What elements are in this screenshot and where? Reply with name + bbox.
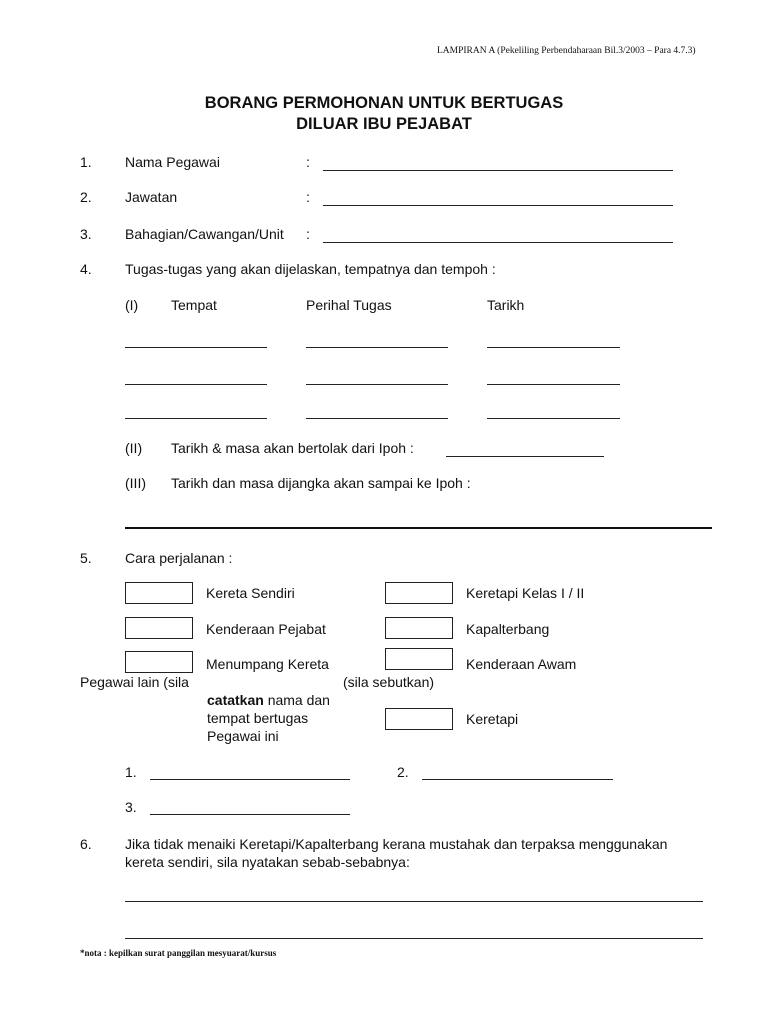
checkbox-kenderaan-pejabat[interactable] <box>125 617 193 639</box>
note-catatkan <box>207 692 330 708</box>
sebab-field-2[interactable] <box>125 938 703 939</box>
checkbox-kapalterbang[interactable] <box>385 617 453 639</box>
label-sila-sebutkan: (sila sebutkan) <box>343 674 435 690</box>
nama-dan-text: nama dan <box>263 692 330 708</box>
pegawai-field-2[interactable] <box>422 779 613 780</box>
blank-number: 1. <box>125 764 137 780</box>
tempat-field-1[interactable] <box>125 347 267 348</box>
option-label: Kereta Sendiri <box>206 585 295 601</box>
option-label: Keretapi Kelas I / II <box>466 585 585 601</box>
perihal-field-2[interactable] <box>306 384 448 385</box>
blank-number: 2. <box>397 764 409 780</box>
note-tempat-bertugas: tempat bertugas <box>207 710 309 726</box>
item-number: 2. <box>80 189 92 205</box>
option-label: Kenderaan Pejabat <box>206 621 326 637</box>
option-label: Kapalterbang <box>466 621 550 637</box>
tempat-field-2[interactable] <box>125 384 267 385</box>
bertolak-field[interactable] <box>446 456 604 457</box>
perihal-field-3[interactable] <box>306 418 448 419</box>
option-label: Menumpang Kereta <box>206 656 329 672</box>
label-sebab-line2: kereta sendiri, sila nyatakan sebab-sebabnya: <box>125 854 410 870</box>
pegawai-field-1[interactable] <box>150 779 350 780</box>
sebab-field-1[interactable] <box>125 901 703 902</box>
form-title-line1: BORANG PERMOHONAN UNTUK BERTUGAS <box>204 94 564 112</box>
reference-note: LAMPIRAN A (Pekeliling Perbendaharaan Bil.3/2003 – Para 4.7.3) <box>437 46 696 56</box>
note-pegawai-ini: Pegawai ini <box>207 728 279 744</box>
column-header-tarikh: Tarikh <box>487 297 525 313</box>
column-header-perihal-tugas: Perihal Tugas <box>306 297 392 313</box>
option-label: Kenderaan Awam <box>466 656 577 672</box>
checkbox-kenderaan-awam[interactable] <box>385 648 453 670</box>
jawatan-field[interactable] <box>323 205 673 206</box>
label-pegawai-lain: Pegawai lain (sila <box>80 674 189 690</box>
label-sampai: Tarikh dan masa dijangka akan sampai ke Ipoh : <box>171 475 471 491</box>
item-number: 5. <box>80 550 92 566</box>
footer-note: *nota : kepilkan surat panggilan mesyuarat/kursus <box>80 948 277 958</box>
perihal-field-1[interactable] <box>306 347 448 348</box>
bahagian-field[interactable] <box>323 242 673 243</box>
item-number: 6. <box>80 836 92 852</box>
catatkan-emphasis: catatkan <box>207 692 264 708</box>
tarikh-field-2[interactable] <box>487 384 620 385</box>
checkbox-keretapi-kelas[interactable] <box>385 582 453 604</box>
label-cara-perjalanan: Cara perjalanan : <box>125 550 233 566</box>
label-jawatan: Jawatan <box>125 189 178 205</box>
sub-number: (I) <box>125 297 139 313</box>
nama-pegawai-field[interactable] <box>323 170 673 171</box>
colon: : <box>306 189 310 205</box>
tarikh-field-3[interactable] <box>487 418 620 419</box>
checkbox-keretapi[interactable] <box>385 708 453 730</box>
item-number: 3. <box>80 226 92 242</box>
label-bertolak: Tarikh & masa akan bertolak dari Ipoh : <box>171 440 414 456</box>
pegawai-field-3[interactable] <box>150 814 350 815</box>
label-tugas: Tugas-tugas yang akan dijelaskan, tempatnya dan tempoh : <box>125 261 496 277</box>
blank-number: 3. <box>125 799 137 815</box>
tempat-field-3[interactable] <box>125 418 267 419</box>
option-label: Keretapi <box>466 711 519 727</box>
tarikh-field-1[interactable] <box>487 347 620 348</box>
sub-number: (II) <box>125 440 143 456</box>
item-number: 1. <box>80 154 92 170</box>
label-nama-pegawai: Nama Pegawai <box>125 154 220 170</box>
colon: : <box>306 154 310 170</box>
sampai-field[interactable] <box>125 527 712 529</box>
checkbox-kereta-sendiri[interactable] <box>125 582 193 604</box>
sub-number: (III) <box>125 475 146 491</box>
label-sebab-line1: Jika tidak menaiki Keretapi/Kapalterbang kerana mustahak dan terpaksa menggunakan <box>125 836 668 852</box>
item-number: 4. <box>80 261 92 277</box>
form-title-line2: DILUAR IBU PEJABAT <box>296 115 472 133</box>
colon: : <box>306 226 310 242</box>
label-bahagian: Bahagian/Cawangan/Unit <box>125 226 284 242</box>
checkbox-menumpang-kereta[interactable] <box>125 651 193 673</box>
column-header-tempat: Tempat <box>171 297 217 313</box>
